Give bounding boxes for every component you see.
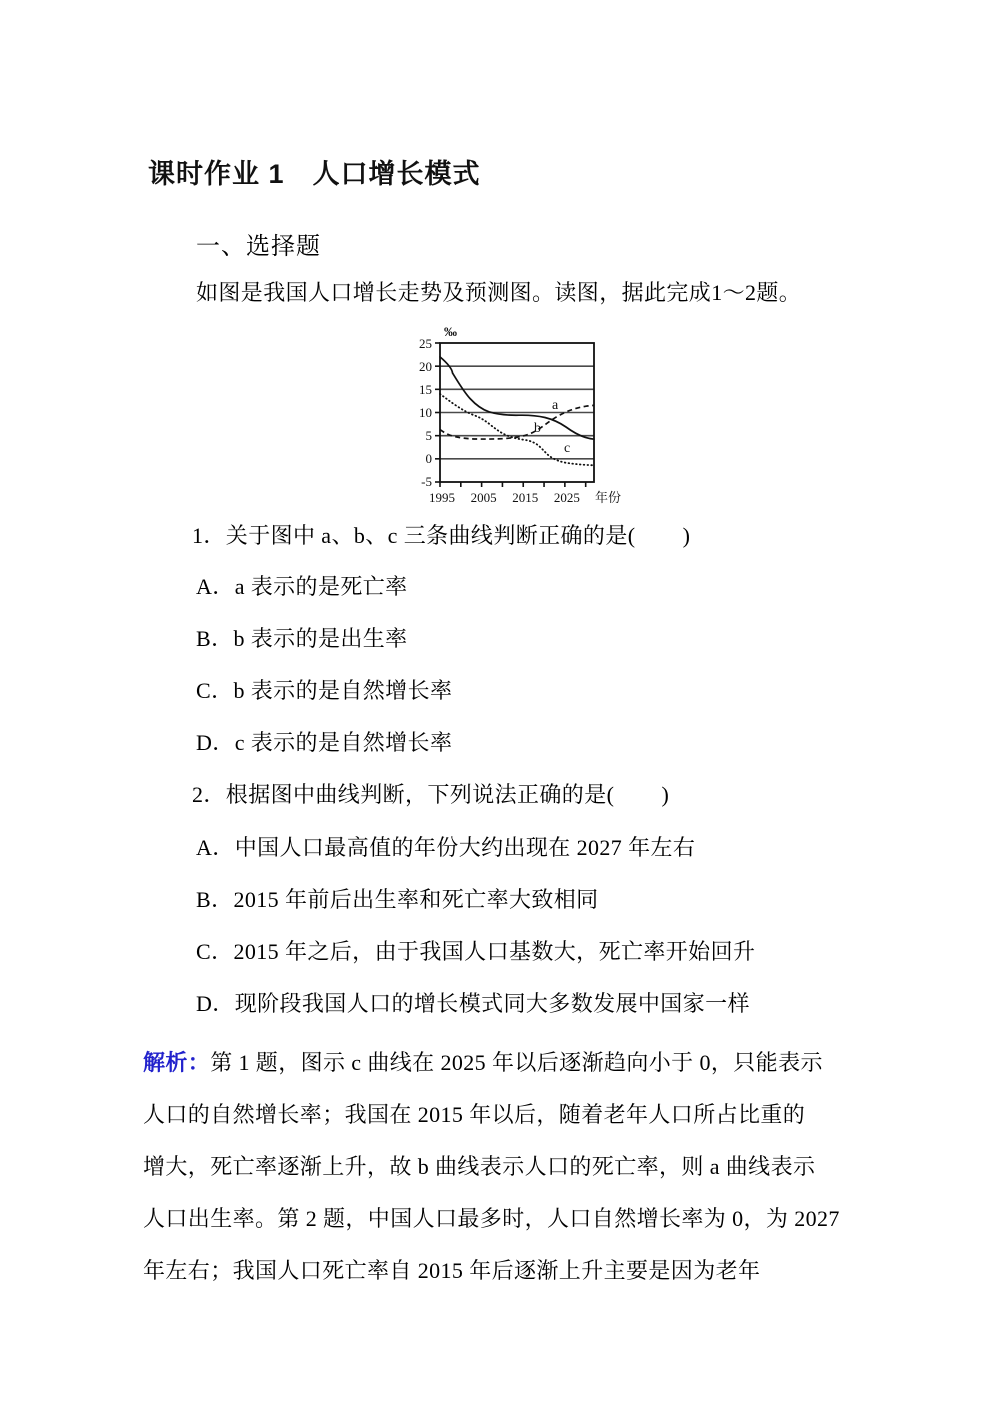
svg-text:-5: -5 xyxy=(421,474,432,489)
svg-text:15: 15 xyxy=(419,382,432,397)
curve-label-c: c xyxy=(564,441,571,456)
svg-text:20: 20 xyxy=(419,359,432,374)
chart-x-axis-title: 年份 xyxy=(595,490,622,505)
chart-y-tick-labels xyxy=(419,336,432,489)
chart-y-unit-label: ‰ xyxy=(444,324,457,339)
question-2-option-a[interactable]: A．中国人口最高值的年份大约出现在 2027 年左右 xyxy=(196,835,696,860)
explanation-line-3: 增大，死亡率逐渐上升，故 b 曲线表示人口的死亡率，则 a 曲线表示 xyxy=(143,1154,816,1179)
question-1-stem: 1．关于图中 a、b、c 三条曲线判断正确的是( ) xyxy=(192,523,691,548)
question-1-option-b[interactable]: B．b 表示的是出生率 xyxy=(196,626,408,651)
chart-x-tick-labels xyxy=(429,490,580,505)
chart-series-a xyxy=(440,357,594,439)
question-1-option-a[interactable]: A．a 表示的是死亡率 xyxy=(196,574,408,599)
section-heading: 一、选择题 xyxy=(196,234,321,260)
explanation-line-1 xyxy=(143,1046,823,1077)
curve-label-b: b xyxy=(534,421,541,436)
curve-label-a: a xyxy=(552,398,559,413)
svg-text:2005: 2005 xyxy=(470,490,497,505)
question-2-option-c[interactable]: C．2015 年之后，由于我国人口基数大，死亡率开始回升 xyxy=(196,939,756,964)
svg-text:2015: 2015 xyxy=(512,490,539,505)
question-2-option-d[interactable]: D．现阶段我国人口的增长模式同大多数发展中国家一样 xyxy=(196,991,750,1016)
question-2-option-b[interactable]: B．2015 年前后出生率和死亡率大致相同 xyxy=(196,887,599,912)
svg-text:5: 5 xyxy=(425,428,432,443)
chart-series-b xyxy=(440,405,594,439)
question-group-intro: 如图是我国人口增长走势及预测图。读图，据此完成1～2题。 xyxy=(196,280,802,305)
explanation-line-4: 人口出生率。第 2 题，中国人口最多时，人口自然增长率为 0，为 2027 xyxy=(143,1206,840,1231)
population-growth-chart xyxy=(404,322,644,507)
svg-text:10: 10 xyxy=(419,405,432,420)
svg-text:1995: 1995 xyxy=(429,490,455,505)
chart-gridlines xyxy=(440,366,594,459)
explanation-line-2: 人口的自然增长率；我国在 2015 年以后，随着老年人口所占比重的 xyxy=(143,1102,806,1127)
question-1-option-d[interactable]: D．c 表示的是自然增长率 xyxy=(196,730,453,755)
question-2-stem: 2．根据图中曲线判断，下列说法正确的是( ) xyxy=(192,782,670,807)
page-title: 课时作业 1 人口增长模式 xyxy=(148,159,481,189)
explanation-line-5: 年左右；我国人口死亡率自 2015 年后逐渐上升主要是因为老年 xyxy=(143,1258,761,1283)
svg-text:25: 25 xyxy=(419,336,432,351)
question-1-option-c[interactable]: C．b 表示的是自然增长率 xyxy=(196,678,453,703)
svg-text:0: 0 xyxy=(425,451,432,466)
explanation-text-1: 第 1 题，图示 c 曲线在 2025 年以后逐渐趋向小于 0，只能表示 xyxy=(210,1050,823,1075)
svg-text:2025: 2025 xyxy=(553,490,580,505)
explanation-label: 解析： xyxy=(143,1050,211,1075)
